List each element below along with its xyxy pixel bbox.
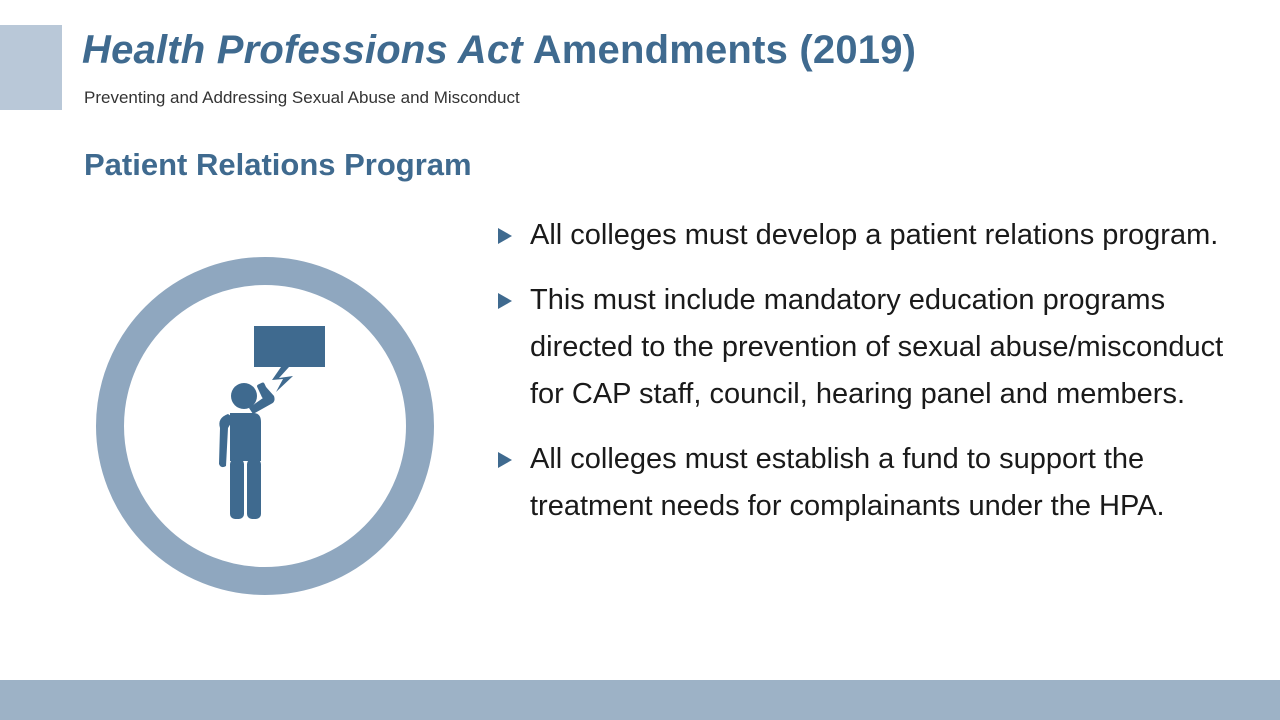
triangle-bullet-icon bbox=[498, 228, 512, 244]
section-heading: Patient Relations Program bbox=[84, 147, 472, 182]
list-item bbox=[498, 277, 1258, 418]
header-accent-block bbox=[0, 25, 62, 110]
speech-bubble-tail bbox=[272, 367, 293, 392]
list-item bbox=[498, 436, 1258, 530]
triangle-bullet-icon bbox=[498, 452, 512, 468]
list-item bbox=[498, 212, 1258, 259]
bullet-text: This must include mandatory education programs directed to the prevention of sexual abuse/misconduct for CAP staff, council, hearing panel and members. bbox=[530, 284, 1224, 410]
person-on-phone-with-speech-bubble-icon bbox=[95, 256, 435, 596]
slide-title bbox=[82, 28, 916, 73]
bullet-list bbox=[498, 212, 1258, 548]
triangle-bullet-icon bbox=[498, 293, 512, 309]
person-figure bbox=[219, 382, 275, 519]
person-left-leg bbox=[230, 459, 244, 519]
footer-bar bbox=[0, 680, 1280, 720]
bullet-text: All colleges must establish a fund to support the treatment needs for complainants under the HPA. bbox=[530, 443, 1165, 522]
bullet-text: All colleges must develop a patient relations program. bbox=[530, 219, 1219, 251]
illustration-graphic bbox=[95, 256, 435, 596]
ring-circle bbox=[110, 271, 420, 581]
slide-subtitle: Preventing and Addressing Sexual Abuse and Misconduct bbox=[84, 88, 520, 107]
slide-title-italic: Health Professions Act bbox=[82, 28, 523, 72]
person-torso bbox=[230, 413, 261, 461]
speech-bubble bbox=[254, 326, 325, 367]
slide-title-rest: Amendments (2019) bbox=[532, 28, 917, 72]
person-right-leg bbox=[247, 459, 261, 519]
